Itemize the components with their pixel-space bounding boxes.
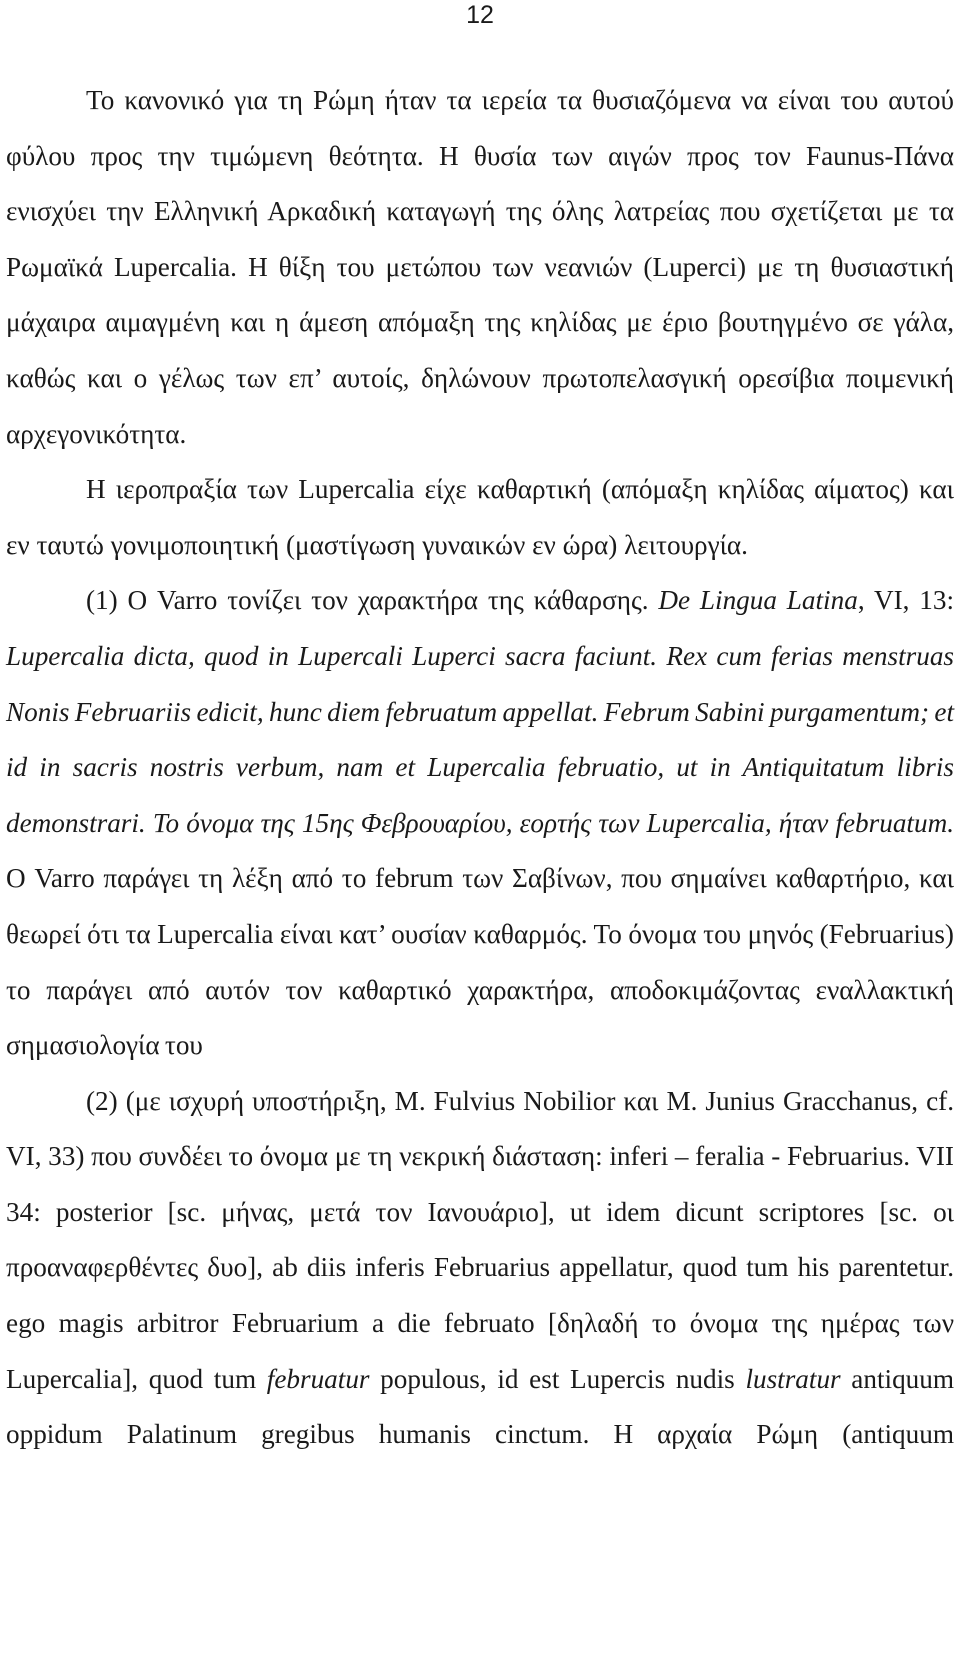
- note-lead: (1) Ο Varro τονίζει τον χαρακτήρα της κάθαρσης.: [86, 585, 659, 616]
- note2-italic-lustratur: lustratur: [745, 1363, 841, 1394]
- paragraph-varro-note: [6, 573, 954, 1073]
- source-ref: , VI, 13:: [857, 585, 955, 616]
- page-number: 12: [466, 1, 494, 29]
- note2-part2: populous, id est Lupercis nudis: [369, 1363, 746, 1394]
- note-rest: Ο Varro παράγει τη λέξη από το februm των Σαβίνων, που σημαίνει καθαρτήριο, και θεωρεί ότι τα Lupercalia είναι κατ’ ουσίαν καθαρμός. Το όνομα του μηνός (Februarius) το παράγει από αυτόν τον καθαρτικό χαρακτήρα, αποδοκιμάζοντας εναλλακτική σημασιολογία του: [6, 863, 954, 1061]
- paragraph-ritual-function: Η ιεροπραξία των Lupercalia είχε καθαρτική (απόμαξη κηλίδας αίματος) και εν ταυτώ γονιμοποιητική (μαστίγωση γυναικών εν ώρα) λειτουργία.: [6, 474, 954, 560]
- paragraph-februarius-note: [6, 1074, 954, 1463]
- note2-part3: antiquum oppidum Palatinum gregibus humanis cinctum. Η αρχαία Ρώμη (antiquum: [6, 1363, 954, 1450]
- page-body: [6, 73, 954, 1463]
- note2-part1: (2) (με ισχυρή υποστήριξη, M. Fulvius Nobilior και M. Junius Gracchanus, cf. VI, 33) που συνδέει το όνομα με τη νεκρική διάσταση: inferi – feralia - Februarius. VII 34: posterior [sc. μήνας, μετά τον Ιανουάριο], ut idem dicunt scriptores [sc. οι προαναφερθέντες δυο], ab diis inferis Februarius appellatur, quod tum his parentetur. ego magis arbitror Februarium a die februato [δηλαδή το όνομα της ημέρας των Lupercalia], quod tum: [6, 1085, 954, 1394]
- note2-italic-februatur: februatur: [266, 1363, 370, 1394]
- latin-quote: Lupercalia dicta, quod in Lupercali Luperci sacra faciunt. Rex cum ferias menstruas Nonis Februariis edicit, hunc diem februatum appellat. Februm Sabini purgamentum; et id in sacris nostris verbum, nam et Lupercalia februatio, ut in Antiquitatum libris demonstrari. Το όνομα της 15ης Φεβρουαρίου, εορτής των Lupercalia, ήταν februatum.: [6, 640, 954, 838]
- source-title: De Lingua Latina: [658, 585, 858, 616]
- paragraph-sacrifice: Το κανονικό για τη Ρώμη ήταν τα ιερεία τα θυσιαζόμενα να είναι του αυτού φύλου προς την τιμώμενη θεότητα. Η θυσία των αιγών προς τον Faunus-Πάνα ενισχύει την Ελληνική Αρκαδική καταγωγή της όλης λατρείας που σχετίζεται με τα Ρωμαϊκά Lupercalia. Η θίξη του μετώπου των νεανιών (Luperci) με τη θυσιαστική μάχαιρα αιμαγμένη και η άμεση απόμαξη της κηλίδας με έριο βουτηγμένο σε γάλα, καθώς και ο γέλως των επ’ αυτοίς, δηλώνουν πρωτοπελασγική ορεσίβια ποιμενική αρχεγονικότητα.: [6, 85, 954, 449]
